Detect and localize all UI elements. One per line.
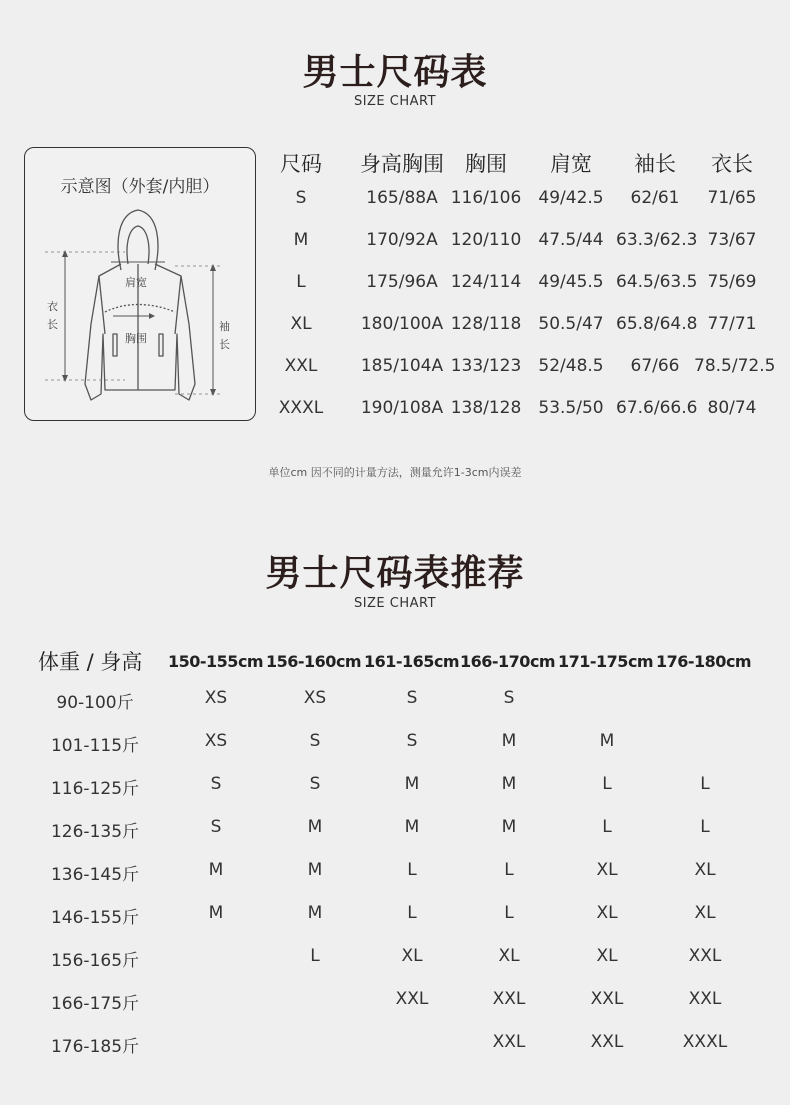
size-cell: S: [503, 688, 515, 708]
height-header: 176-180cm: [656, 652, 752, 671]
cell-size: XXXL: [278, 398, 324, 418]
measurement-table: [270, 146, 785, 430]
size-cell: XXL: [590, 1032, 624, 1052]
weight-cell: 116-125斤: [50, 779, 140, 799]
size-cell: S: [210, 774, 222, 794]
weight-cell: 146-155斤: [50, 908, 140, 928]
cell-sleeve: 64.5/63.5: [616, 272, 698, 292]
size-cell: XXXL: [682, 1032, 728, 1052]
size-cell: XL: [596, 860, 618, 880]
cell-size: L: [296, 272, 306, 292]
jacket-outline-icon: [25, 204, 255, 414]
size-cell: M: [501, 774, 517, 794]
cell-size: XXL: [284, 356, 318, 376]
cell-sleeve: 67.6/66.6: [616, 398, 698, 418]
size-cell: XL: [694, 903, 716, 923]
cell-sleeve: 67/66: [630, 356, 680, 376]
size-cell: XXL: [688, 946, 722, 966]
cell-shoulder: 49/45.5: [538, 272, 604, 292]
cell-height-chest: 165/88A: [366, 188, 438, 208]
cell-height-chest: 180/100A: [360, 314, 444, 334]
table-row: [270, 388, 785, 430]
size-cell: L: [310, 946, 320, 966]
height-header: 161-165cm: [364, 652, 460, 671]
height-header: 156-160cm: [266, 652, 362, 671]
size-cell: S: [309, 731, 321, 751]
weight-cell: 166-175斤: [50, 994, 140, 1014]
size-cell: L: [504, 903, 514, 923]
header-height-chest: 身高胸围: [360, 152, 444, 176]
size-cell: XS: [303, 688, 327, 708]
table-row: [0, 903, 790, 946]
size-cell: XS: [204, 731, 228, 751]
sleeve-length-label: 袖长: [219, 320, 230, 351]
size-cell: M: [501, 817, 517, 837]
cell-length: 73/67: [707, 230, 757, 250]
cell-chest: 133/123: [450, 356, 522, 376]
body-length-label: 衣长: [47, 300, 58, 331]
size-chart-subtitle: SIZE CHART: [353, 94, 437, 109]
measurement-note: 单位cm 因不同的计量方法，测量允许1-3cm内误差: [268, 466, 522, 479]
table-row: [270, 262, 785, 304]
cell-chest: 138/128: [450, 398, 522, 418]
size-cell: L: [407, 860, 417, 880]
table-row: [0, 946, 790, 989]
weight-cell: 156-165斤: [50, 951, 140, 971]
cell-size: XL: [290, 314, 312, 334]
chest-label: 胸围: [125, 332, 147, 345]
table-row: [270, 178, 785, 220]
size-cell: M: [307, 817, 323, 837]
size-cell: M: [404, 817, 420, 837]
cell-shoulder: 50.5/47: [538, 314, 604, 334]
cell-chest: 128/118: [450, 314, 522, 334]
cell-length: 75/69: [707, 272, 757, 292]
size-cell: XL: [596, 946, 618, 966]
size-cell: M: [501, 731, 517, 751]
size-cell: XL: [694, 860, 716, 880]
weight-cell: 90-100斤: [56, 693, 134, 713]
table-row: [0, 860, 790, 903]
cell-height-chest: 190/108A: [360, 398, 444, 418]
size-cell: XL: [596, 903, 618, 923]
size-cell: L: [407, 903, 417, 923]
size-cell: XXL: [590, 989, 624, 1009]
cell-chest: 116/106: [450, 188, 522, 208]
size-cell: S: [406, 688, 418, 708]
size-cell: XXL: [492, 989, 526, 1009]
cell-sleeve: 63.3/62.3: [616, 230, 698, 250]
table-row: [0, 731, 790, 774]
size-cell: L: [700, 774, 710, 794]
size-cell: M: [208, 860, 224, 880]
header-shoulder: 肩宽: [550, 152, 592, 176]
shoulder-label: 肩宽: [125, 276, 147, 289]
weight-cell: 126-135斤: [50, 822, 140, 842]
header-chest: 胸围: [465, 152, 507, 176]
table-row: [0, 989, 790, 1032]
size-cell: L: [602, 774, 612, 794]
size-cell: XL: [498, 946, 520, 966]
size-cell: M: [307, 860, 323, 880]
garment-diagram: [24, 147, 256, 421]
diagram-caption: 示意图（外套/内胆）: [60, 177, 220, 197]
header-size: 尺码: [280, 152, 322, 176]
table-row: [0, 1032, 790, 1075]
table-row: [270, 220, 785, 262]
table-row: [0, 688, 790, 731]
size-cell: M: [599, 731, 615, 751]
cell-height-chest: 185/104A: [360, 356, 444, 376]
height-header: 166-170cm: [460, 652, 556, 671]
table-row: [0, 774, 790, 817]
cell-chest: 120/110: [450, 230, 522, 250]
size-cell: L: [700, 817, 710, 837]
size-chart-title: 男士尺码表: [302, 52, 488, 93]
size-cell: XL: [401, 946, 423, 966]
size-cell: M: [208, 903, 224, 923]
cell-height-chest: 175/96A: [366, 272, 438, 292]
recommendation-header: [0, 648, 790, 678]
size-cell: XS: [204, 688, 228, 708]
header-sleeve: 袖长: [634, 152, 676, 176]
weight-height-label: 体重 / 身高: [38, 650, 143, 674]
recommendation-title: 男士尺码表推荐: [265, 553, 525, 594]
cell-length: 78.5/72.5: [694, 356, 776, 376]
cell-height-chest: 170/92A: [366, 230, 438, 250]
cell-sleeve: 65.8/64.8: [616, 314, 698, 334]
weight-cell: 176-185斤: [50, 1037, 140, 1057]
cell-size: M: [293, 230, 309, 250]
size-cell: XXL: [395, 989, 429, 1009]
cell-size: S: [295, 188, 307, 208]
size-cell: XXL: [492, 1032, 526, 1052]
size-cell: S: [309, 774, 321, 794]
cell-shoulder: 53.5/50: [538, 398, 604, 418]
cell-shoulder: 49/42.5: [538, 188, 604, 208]
cell-shoulder: 47.5/44: [538, 230, 604, 250]
recommendation-subtitle: SIZE CHART: [353, 596, 437, 611]
size-cell: L: [602, 817, 612, 837]
table-row: [270, 304, 785, 346]
weight-cell: 101-115斤: [50, 736, 140, 756]
size-cell: L: [504, 860, 514, 880]
height-header: 150-155cm: [168, 652, 264, 671]
header-length: 衣长: [711, 152, 753, 176]
size-cell: XXL: [688, 989, 722, 1009]
recommendation-table: [0, 688, 790, 1075]
size-cell: S: [210, 817, 222, 837]
cell-length: 71/65: [707, 188, 757, 208]
cell-length: 80/74: [707, 398, 757, 418]
size-cell: S: [406, 731, 418, 751]
size-cell: M: [307, 903, 323, 923]
cell-sleeve: 62/61: [630, 188, 680, 208]
cell-chest: 124/114: [450, 272, 522, 292]
cell-length: 77/71: [707, 314, 757, 334]
size-cell: M: [404, 774, 420, 794]
cell-shoulder: 52/48.5: [538, 356, 604, 376]
height-header: 171-175cm: [558, 652, 654, 671]
table-row: [0, 817, 790, 860]
weight-cell: 136-145斤: [50, 865, 140, 885]
table-row: [270, 346, 785, 388]
